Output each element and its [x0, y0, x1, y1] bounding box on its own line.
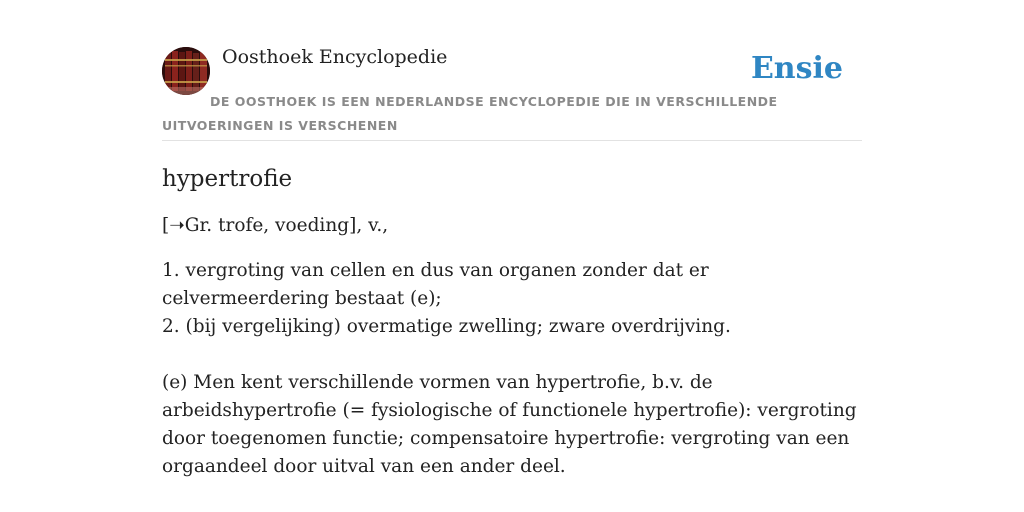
entry-note: (e) Men kent verschillende vormen van hypertrofie, b.v. de arbeidshypertrofie (= fysiologische of functionele hypertrofie): vergroting door toegenomen functie; compensatoire hypertrofie: vergroting van een orgaandeel door uitval van een ander deel.: [162, 372, 857, 477]
definition-item: 1. vergroting van cellen en dus van organen zonder dat er celvermeerdering bestaat (e);: [162, 260, 709, 309]
page: [162, 0, 862, 512]
site-title[interactable]: Oosthoek Encyclopedie: [222, 46, 448, 68]
brand-logo[interactable]: Ensie: [750, 51, 843, 86]
encyclopedia-books-icon[interactable]: [162, 47, 210, 95]
definition-item: 2. (bij vergelijking) overmatige zwelling; zware overdrijving.: [162, 316, 731, 337]
site-header: [162, 0, 862, 141]
entry-definitions: [162, 257, 862, 341]
entry-content: [162, 160, 862, 481]
entry-term: hypertrofie: [162, 166, 293, 192]
site-tagline: DE OOSTHOEK IS EEN NEDERLANDSE ENCYCLOPEDIE DIE IN VERSCHILLENDE UITVOERINGEN IS VERSCHENEN: [162, 94, 778, 133]
entry-etymology: [➝Gr. trofe, voeding], v.,: [162, 215, 389, 236]
